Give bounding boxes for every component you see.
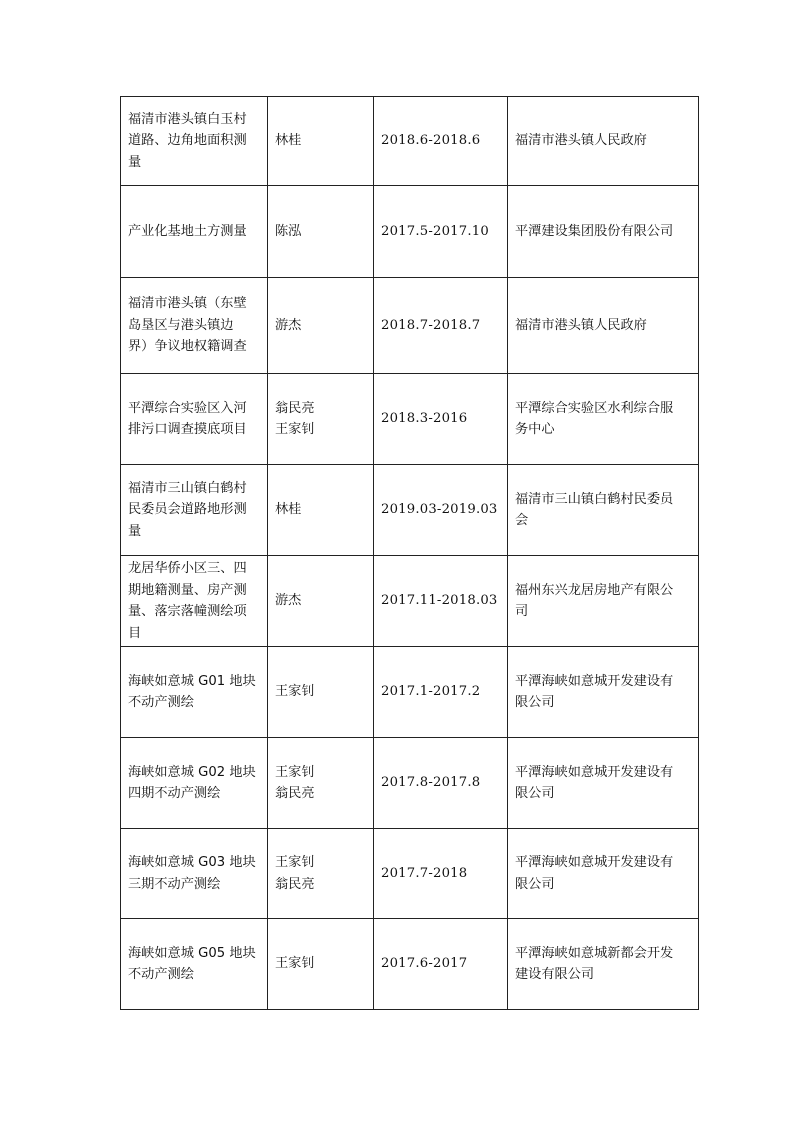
project-name-cell (121, 186, 268, 278)
table-row (121, 374, 699, 465)
cell-text-line: 量、落宗落幢测绘项 (128, 604, 247, 619)
cell-text: 2017.5-2017.10 (381, 223, 489, 239)
cell-text-line: 三期不动产测绘 (128, 876, 221, 892)
cell-text-line: 界）争议地权籍调查 (128, 339, 247, 355)
cell-text: 2019.03-2019.03 (381, 502, 498, 518)
cell-text-line: 限公司 (515, 786, 555, 801)
client-cell (508, 647, 699, 738)
project-name-cell (121, 647, 268, 738)
cell-text-line: 翁民亮 (275, 786, 315, 801)
personnel-cell (268, 556, 374, 647)
personnel-cell (268, 465, 374, 556)
cell-text-line: 游杰 (275, 317, 302, 333)
period-cell (374, 97, 508, 186)
cell-text-line: 岛垦区与港头镇边 (128, 317, 234, 333)
client-cell (508, 738, 699, 829)
period-cell (374, 278, 508, 374)
cell-text-line: 平潭综合实验区水利综合服 (515, 400, 674, 416)
table-row (121, 556, 699, 647)
project-name-cell (121, 919, 268, 1010)
cell-text-line: 王家钊 (275, 764, 315, 780)
cell-text-line: 平潭海峡如意城新都会开发 (515, 945, 674, 961)
table-row (121, 829, 699, 919)
cell-text: 2018.6-2018.6 (381, 133, 481, 149)
cell-text-line: 建设有限公司 (515, 967, 595, 982)
cell-text-line: 产业化基地土方测量 (128, 223, 247, 239)
client-cell (508, 465, 699, 556)
cell-text-line: 量 (128, 154, 142, 170)
cell-text: 2017.6-2017 (381, 956, 468, 972)
cell-text-line: 司 (515, 604, 529, 619)
cell-text-line: 福州东兴龙居房地产有限公 (515, 582, 674, 598)
project-table-body (121, 97, 699, 1010)
table-row (121, 97, 699, 186)
table-row (121, 647, 699, 738)
cell-text-line: 务中心 (515, 422, 555, 437)
cell-text-line: 王家钊 (275, 684, 315, 700)
project-name-cell (121, 278, 268, 374)
cell-text-line: 民委员会道路地形测 (128, 502, 247, 518)
project-name-cell (121, 374, 268, 465)
cell-text-line: 林桂 (275, 133, 302, 149)
period-cell (374, 465, 508, 556)
personnel-cell (268, 738, 374, 829)
cell-text-line: 四期不动产测绘 (128, 786, 221, 801)
cell-text: 2017.1-2017.2 (381, 684, 481, 700)
project-name-cell (121, 97, 268, 186)
cell-text-line: 海峡如意城 G01 地块 (128, 673, 256, 689)
period-cell (374, 829, 508, 919)
client-cell (508, 556, 699, 647)
cell-text-line: 王家钊 (275, 855, 315, 870)
personnel-cell (268, 97, 374, 186)
table-row (121, 186, 699, 278)
cell-text-line: 翁民亮 (275, 876, 315, 892)
cell-text-line: 期地籍测量、房产测 (128, 582, 247, 598)
cell-text-line: 林桂 (275, 502, 302, 518)
cell-text-line: 王家钊 (275, 422, 315, 437)
table-row (121, 278, 699, 374)
cell-text-line: 平潭海峡如意城开发建设有 (515, 764, 674, 780)
cell-text-line: 福清市港头镇人民政府 (515, 317, 647, 333)
client-cell (508, 186, 699, 278)
cell-text-line: 福清市港头镇人民政府 (515, 133, 647, 149)
personnel-cell (268, 647, 374, 738)
client-cell (508, 374, 699, 465)
cell-text-line: 会 (515, 513, 529, 528)
cell-text: 2017.11-2018.03 (381, 593, 498, 609)
period-cell (374, 374, 508, 465)
cell-text-line: 平潭建设集团股份有限公司 (515, 223, 674, 239)
cell-text-line: 平潭综合实验区入河 (128, 400, 247, 416)
cell-text-line: 道路、边角地面积测 (128, 133, 247, 149)
project-name-cell (121, 829, 268, 919)
client-cell (508, 829, 699, 919)
cell-text-line: 游杰 (275, 593, 302, 609)
cell-text-line: 海峡如意城 G05 地块 (128, 945, 256, 961)
table-row (121, 465, 699, 556)
cell-text-line: 平潭海峡如意城开发建设有 (515, 855, 674, 870)
cell-text-line: 目 (128, 625, 142, 641)
cell-text-line: 王家钊 (275, 956, 315, 972)
cell-text-line: 翁民亮 (275, 400, 315, 416)
period-cell (374, 738, 508, 829)
cell-text-line: 福清市港头镇白玉村 (128, 111, 247, 127)
cell-text-line: 排污口调查摸底项目 (128, 422, 247, 437)
cell-text: 2017.8-2017.8 (381, 775, 481, 791)
cell-text-line: 海峡如意城 G03 地块 (128, 855, 256, 870)
cell-text-line: 海峡如意城 G02 地块 (128, 764, 256, 780)
cell-text-line: 福清市三山镇白鹤村民委员 (515, 491, 674, 507)
cell-text: 2018.7-2018.7 (381, 317, 481, 333)
client-cell (508, 919, 699, 1010)
project-name-cell (121, 465, 268, 556)
project-table (120, 96, 699, 1010)
period-cell (374, 919, 508, 1010)
personnel-cell (268, 829, 374, 919)
cell-text: 2017.7-2018 (381, 865, 468, 881)
table-row (121, 919, 699, 1010)
cell-text-line: 龙居华侨小区三、四 (128, 561, 247, 576)
personnel-cell (268, 374, 374, 465)
period-cell (374, 556, 508, 647)
cell-text-line: 限公司 (515, 876, 555, 892)
client-cell (508, 278, 699, 374)
cell-text-line: 平潭海峡如意城开发建设有 (515, 673, 674, 689)
cell-text-line: 限公司 (515, 695, 555, 710)
cell-text-line: 不动产测绘 (128, 967, 194, 982)
period-cell (374, 186, 508, 278)
personnel-cell (268, 919, 374, 1010)
cell-text-line: 不动产测绘 (128, 695, 194, 710)
period-cell (374, 647, 508, 738)
table-row (121, 738, 699, 829)
client-cell (508, 97, 699, 186)
project-name-cell (121, 738, 268, 829)
project-name-cell (121, 556, 268, 647)
cell-text: 2018.3-2016 (381, 411, 468, 427)
cell-text-line: 陈泓 (275, 223, 302, 239)
personnel-cell (268, 186, 374, 278)
cell-text-line: 量 (128, 523, 142, 539)
cell-text-line: 福清市三山镇白鹤村 (128, 480, 247, 496)
cell-text-line: 福清市港头镇（东壁 (128, 296, 247, 312)
personnel-cell (268, 278, 374, 374)
